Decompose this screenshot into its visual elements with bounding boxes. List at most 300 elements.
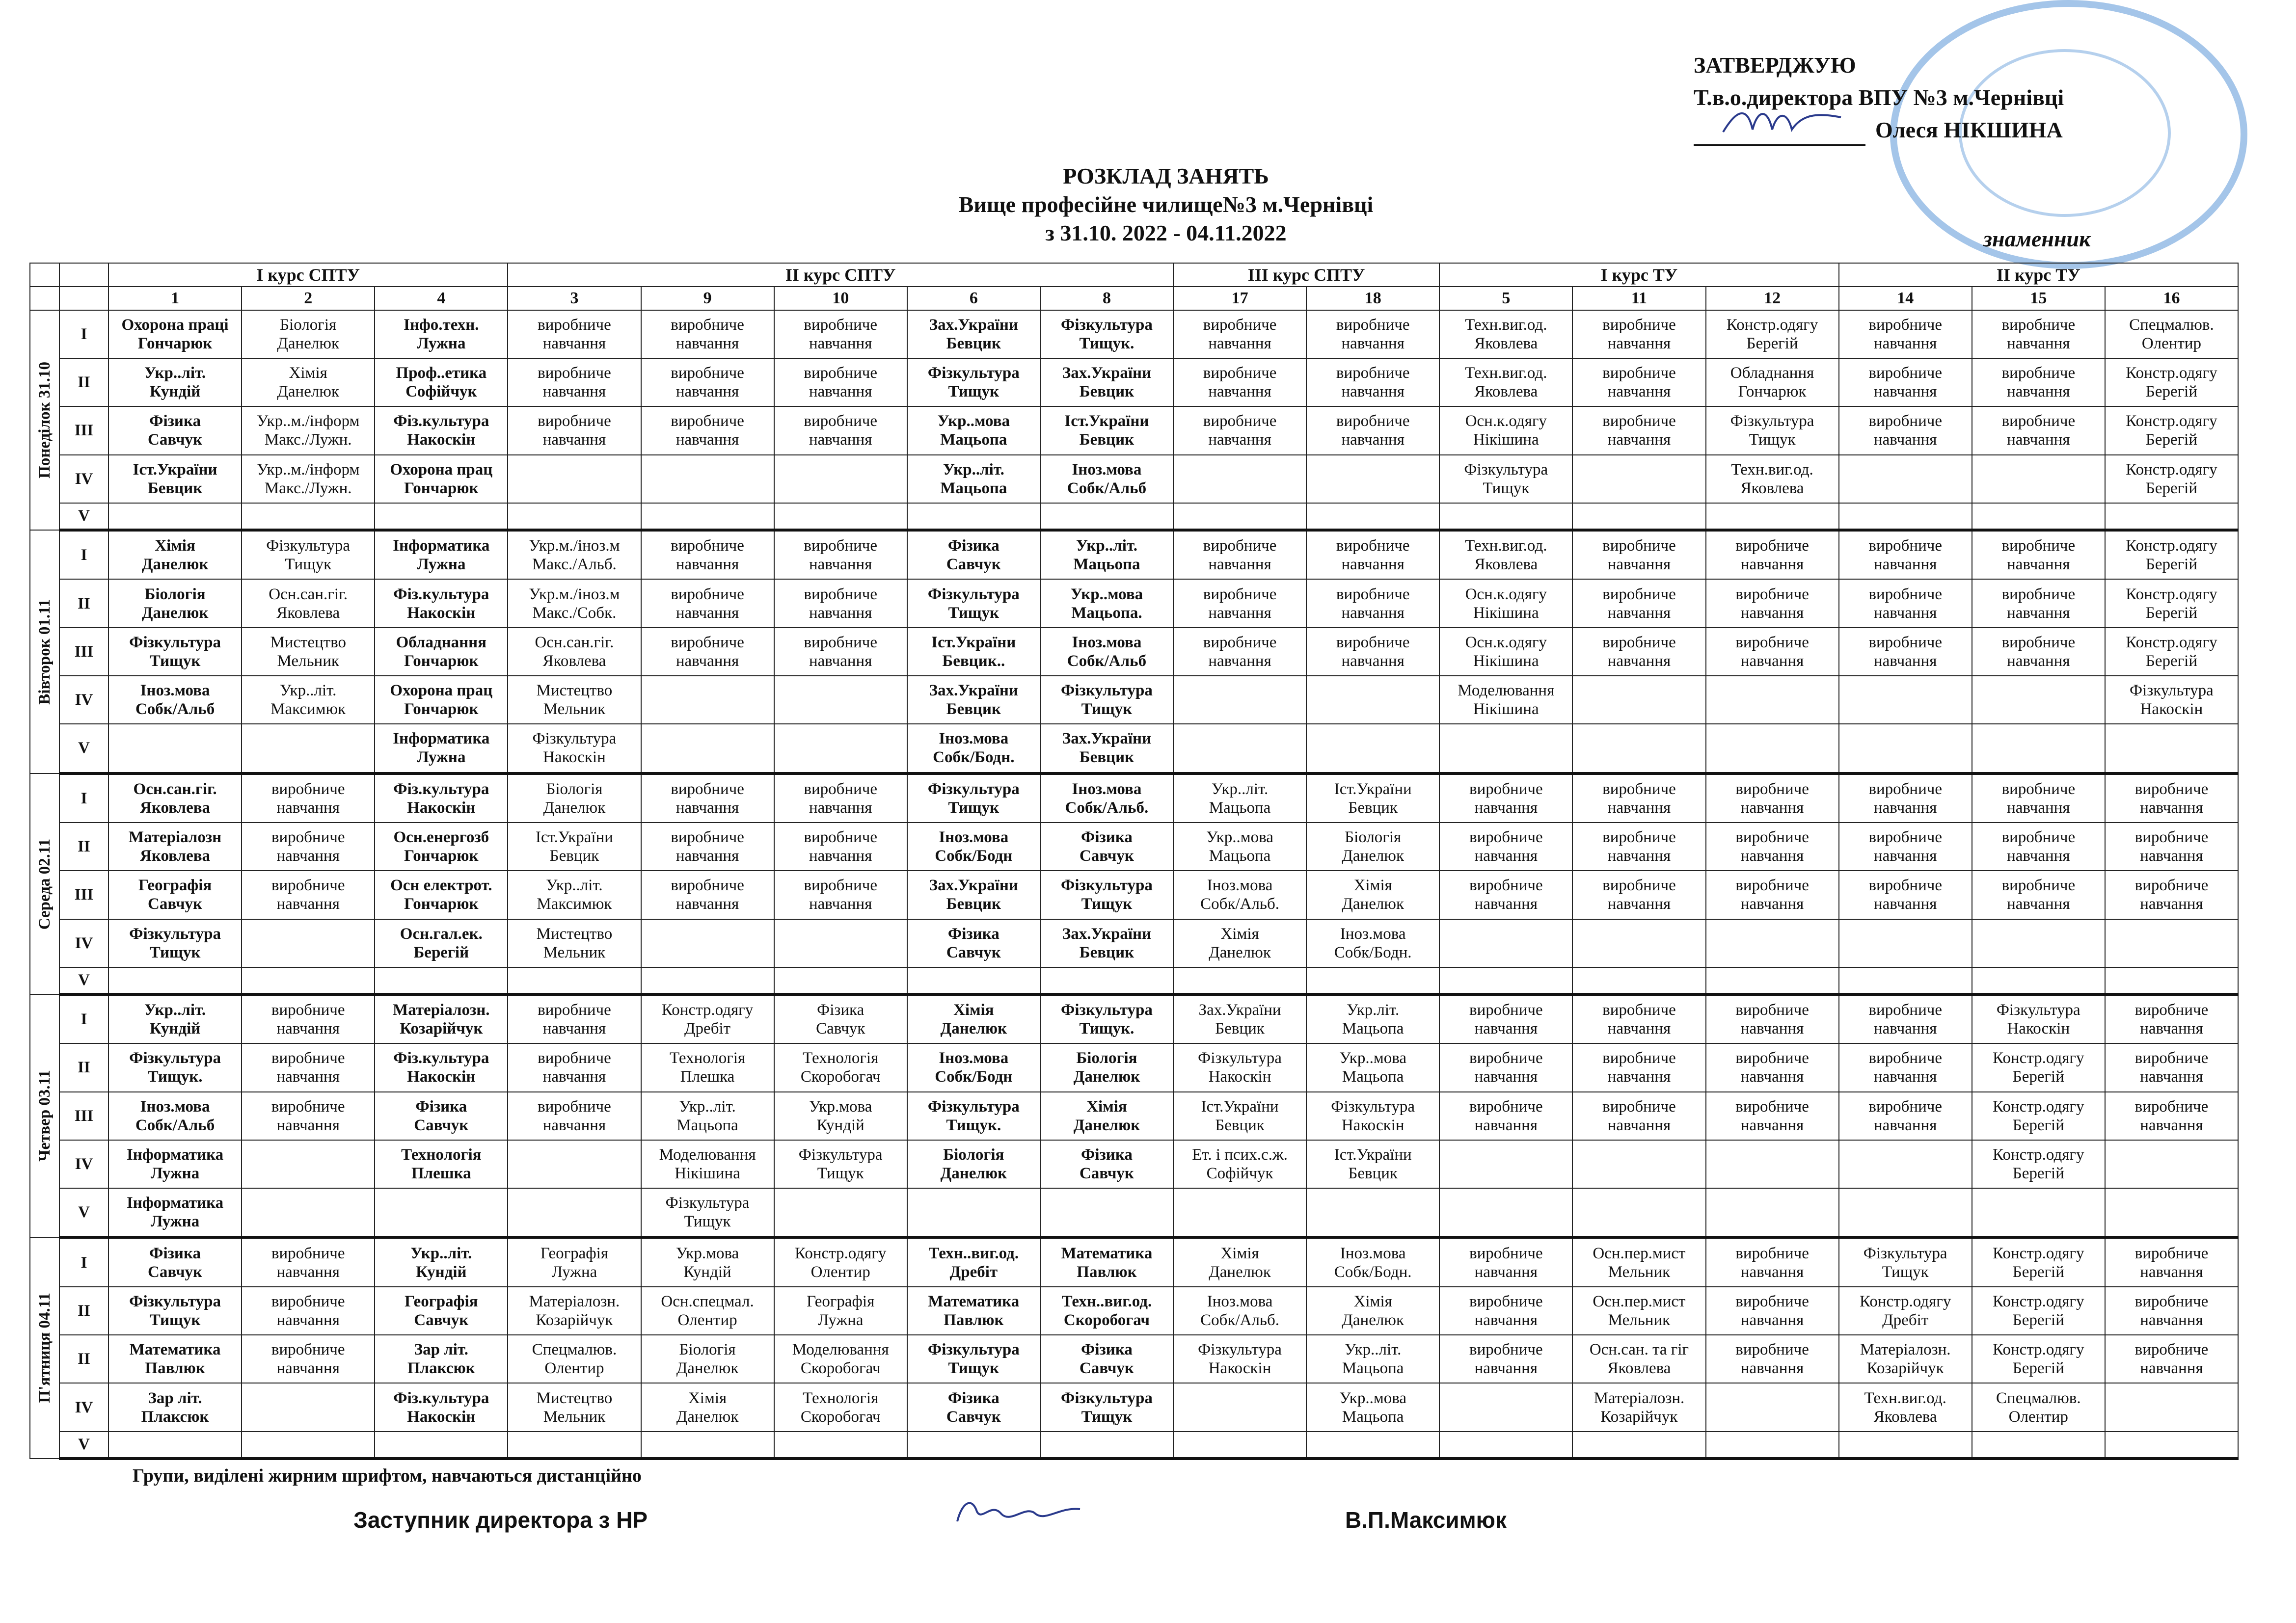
lesson-cell	[508, 1140, 641, 1188]
lesson-cell: Спецмалюв. Олентир	[2105, 310, 2238, 358]
lesson-cell: Укр..літ. Максимюк	[242, 676, 375, 724]
group-number: 9	[641, 287, 774, 310]
lesson-cell	[907, 1188, 1040, 1238]
lesson-cell: Географія Лужна	[774, 1287, 907, 1335]
lesson-cell: виробниче навчання	[1706, 823, 1839, 871]
lesson-row	[30, 1383, 2238, 1431]
lesson-cell: виробниче навчання	[774, 871, 907, 919]
lesson-cell: виробниче навчання	[1572, 530, 1705, 580]
lesson-cell	[1040, 1432, 1173, 1459]
lesson-cell: Технологія Плешка	[375, 1140, 508, 1188]
lesson-cell	[641, 455, 774, 503]
lesson-cell: Математика Павлюк	[108, 1335, 242, 1383]
lesson-cell	[242, 1432, 375, 1459]
lesson-cell: Укр..літ. Мацьопа	[1173, 773, 1306, 823]
lesson-cell: Фізика Савчук	[1040, 1140, 1173, 1188]
lesson-cell: Фізкультура Тищук	[907, 1335, 1040, 1383]
lesson-cell: виробниче навчання	[1839, 1092, 1972, 1140]
course-header: І курс СПТУ	[108, 263, 508, 287]
lesson-cell: виробниче навчання	[2105, 1335, 2238, 1383]
lesson-cell: Констр.одягу Берегій	[1972, 1043, 2105, 1091]
lesson-cell	[242, 724, 375, 773]
lesson-cell: виробниче навчання	[1972, 871, 2105, 919]
lesson-cell	[1972, 455, 2105, 503]
lesson-cell: Техн..виг.од. Скоробогач	[1040, 1287, 1173, 1335]
lesson-cell: Інформатика Лужна	[108, 1188, 242, 1238]
group-number: 15	[1972, 287, 2105, 310]
lesson-cell: Біологія Данелюк	[1040, 1043, 1173, 1091]
lesson-cell	[508, 503, 641, 530]
lesson-cell	[1839, 503, 1972, 530]
lesson-row	[30, 1092, 2238, 1140]
lesson-cell: Іноз.мова Собк/Альб	[1040, 455, 1173, 503]
lesson-cell: Осн.к.одягу Нікішина	[1439, 406, 1572, 454]
lesson-cell	[108, 503, 242, 530]
lesson-number: II	[59, 579, 108, 627]
lesson-cell: Іст.України Бевцик..	[907, 628, 1040, 676]
lesson-cell	[1572, 676, 1705, 724]
lesson-cell: виробниче навчання	[1572, 310, 1705, 358]
director-signature	[1694, 115, 1865, 146]
lesson-number: IV	[59, 455, 108, 503]
lesson-cell: Укр..мова Мацьопа	[1306, 1043, 1439, 1091]
lesson-cell	[1572, 1140, 1705, 1188]
lesson-cell: Іноз.мова Собк/Альб.	[1040, 773, 1173, 823]
course-header: І курс ТУ	[1439, 263, 1838, 287]
lesson-cell: Мистецтво Мельник	[508, 919, 641, 967]
lesson-cell: виробниче навчання	[1706, 579, 1839, 627]
lesson-cell: виробниче навчання	[1572, 1092, 1705, 1140]
lesson-cell: виробниче навчання	[1706, 1237, 1839, 1287]
lesson-row	[30, 1287, 2238, 1335]
lesson-cell: виробниче навчання	[1439, 823, 1572, 871]
lesson-cell: Фізкультура Тищук	[108, 628, 242, 676]
group-number: 10	[774, 287, 907, 310]
lesson-cell: Фізика Савчук	[907, 530, 1040, 580]
lesson-cell: Фізика Савчук	[907, 1383, 1040, 1431]
lesson-cell: Іст.України Бевцик	[1173, 1092, 1306, 1140]
lesson-cell: Технологія Скоробогач	[774, 1383, 907, 1431]
lesson-cell	[774, 676, 907, 724]
lesson-cell: Зар літ. Плаксюк	[375, 1335, 508, 1383]
lesson-cell	[641, 919, 774, 967]
lesson-cell	[1173, 676, 1306, 724]
lesson-cell	[1706, 1432, 1839, 1459]
lesson-cell: Біологія Данелюк	[242, 310, 375, 358]
lesson-cell: Моделювання Нікішина	[641, 1140, 774, 1188]
lesson-cell: Укр..літ. Мацьопа	[1040, 530, 1173, 580]
lesson-cell: виробниче навчання	[1972, 310, 2105, 358]
lesson-cell: виробниче навчання	[1706, 1335, 1839, 1383]
lesson-cell: виробниче навчання	[1439, 1043, 1572, 1091]
lesson-cell: Фіз.культура Накоскін	[375, 773, 508, 823]
lesson-cell: Осн.сан. та гіг Яковлева	[1572, 1335, 1705, 1383]
title-school: Вище професійне чилище№3 м.Чернівці	[958, 192, 1374, 217]
lesson-number: III	[59, 628, 108, 676]
lesson-cell: виробниче навчання	[641, 310, 774, 358]
lesson-cell: Інформатика Лужна	[108, 1140, 242, 1188]
lesson-cell: виробниче навчання	[508, 358, 641, 406]
lesson-cell	[907, 1432, 1040, 1459]
lesson-cell: Укр..літ. Мацьопа	[641, 1092, 774, 1140]
lesson-cell	[774, 1432, 907, 1459]
lesson-cell: виробниче навчання	[1839, 530, 1972, 580]
lesson-cell: Осн.к.одягу Нікішина	[1439, 628, 1572, 676]
lesson-cell	[1972, 1188, 2105, 1238]
lesson-cell: виробниче навчання	[774, 823, 907, 871]
lesson-cell: Фізкультура Тищук.	[108, 1043, 242, 1091]
lesson-cell: Інфо.техн. Лужна	[375, 310, 508, 358]
lesson-cell	[774, 1188, 907, 1238]
lesson-cell	[641, 967, 774, 994]
lesson-cell: Хімія Данелюк	[641, 1383, 774, 1431]
lesson-cell: виробниче навчання	[1173, 530, 1306, 580]
lesson-cell: Фізкультура Тищук	[907, 358, 1040, 406]
lesson-cell: виробниче навчання	[1572, 628, 1705, 676]
lesson-row	[30, 406, 2238, 454]
lesson-cell: виробниче навчання	[774, 530, 907, 580]
lesson-cell: виробниче навчання	[508, 310, 641, 358]
group-number: 2	[242, 287, 375, 310]
lesson-cell	[1572, 967, 1705, 994]
lesson-cell	[1306, 724, 1439, 773]
course-header-row	[30, 263, 2238, 287]
lesson-cell	[1173, 1188, 1306, 1238]
deputy-name: В.П.Максимюк	[1345, 1507, 1507, 1533]
lesson-cell: Констр.одягу Берегій	[2105, 530, 2238, 580]
lesson-cell: Інформатика Лужна	[375, 724, 508, 773]
corner-cell	[30, 287, 59, 310]
lesson-cell: Фіз.культура Накоскін	[375, 579, 508, 627]
lesson-row	[30, 1043, 2238, 1091]
lesson-cell	[641, 676, 774, 724]
lesson-cell: Фізкультура Тищук	[1839, 1237, 1972, 1287]
lesson-cell: Іноз.мова Собк/Альб	[108, 676, 242, 724]
lesson-row	[30, 310, 2238, 358]
lesson-cell	[1706, 724, 1839, 773]
lesson-cell: виробниче навчання	[641, 628, 774, 676]
lesson-cell: виробниче навчання	[1972, 823, 2105, 871]
lesson-cell: Укр..м./інформ Макс./Лужн.	[242, 455, 375, 503]
lesson-cell	[1706, 503, 1839, 530]
lesson-cell	[375, 1432, 508, 1459]
lesson-cell	[508, 967, 641, 994]
lesson-row	[30, 919, 2238, 967]
lesson-cell: виробниче навчання	[1439, 773, 1572, 823]
lesson-cell: виробниче навчання	[2105, 1043, 2238, 1091]
lesson-cell: Фізика Савчук	[108, 1237, 242, 1287]
lesson-cell: Хімія Данелюк	[1173, 919, 1306, 967]
lesson-cell	[1706, 919, 1839, 967]
lesson-cell: Хімія Данелюк	[1306, 1287, 1439, 1335]
lesson-cell	[1439, 967, 1572, 994]
lesson-row	[30, 628, 2238, 676]
group-number: 4	[375, 287, 508, 310]
lesson-cell: Констр.одягу Берегій	[1972, 1237, 2105, 1287]
lesson-cell	[1572, 455, 1705, 503]
lesson-cell: Укр.мова Кундій	[641, 1237, 774, 1287]
lesson-cell	[1706, 1383, 1839, 1431]
lesson-number: III	[59, 406, 108, 454]
lesson-row	[30, 530, 2238, 580]
lesson-number: V	[59, 503, 108, 530]
lesson-cell: Фіз.культура Накоскін	[375, 406, 508, 454]
lesson-cell: виробниче навчання	[2105, 773, 2238, 823]
lesson-number: V	[59, 724, 108, 773]
lesson-number: IV	[59, 676, 108, 724]
lesson-cell	[1439, 1432, 1572, 1459]
lesson-cell: Осн.сан.гіг. Яковлева	[508, 628, 641, 676]
lesson-cell	[1439, 1140, 1572, 1188]
lesson-cell	[2105, 1188, 2238, 1238]
lesson-cell	[1306, 455, 1439, 503]
lesson-cell	[2105, 967, 2238, 994]
lesson-cell: Укр.мова Кундій	[774, 1092, 907, 1140]
lesson-cell	[508, 1188, 641, 1238]
lesson-cell: виробниче навчання	[2105, 823, 2238, 871]
course-header: ІІІ курс СПТУ	[1173, 263, 1439, 287]
lesson-number: II	[59, 358, 108, 406]
group-number: 11	[1572, 287, 1705, 310]
lesson-cell	[641, 724, 774, 773]
lesson-cell: Географія Лужна	[508, 1237, 641, 1287]
lesson-cell: виробниче навчання	[641, 871, 774, 919]
lesson-cell: Фізкультура Тищук	[774, 1140, 907, 1188]
lesson-cell: Технологія Плешка	[641, 1043, 774, 1091]
lesson-cell	[1839, 1432, 1972, 1459]
lesson-cell: Укр..м./інформ Макс./Лужн.	[242, 406, 375, 454]
lesson-cell: Констр.одягу Берегій	[1972, 1287, 2105, 1335]
lesson-cell: виробниче навчання	[242, 823, 375, 871]
lesson-cell	[1572, 503, 1705, 530]
lesson-cell: Укр.м./іноз.м Макс./Альб.	[508, 530, 641, 580]
lesson-cell: Проф..етика Софійчук	[375, 358, 508, 406]
title-main: РОЗКЛАД ЗАНЯТЬ	[1063, 163, 1269, 188]
lesson-cell	[375, 1188, 508, 1238]
lesson-cell: виробниче навчання	[1572, 871, 1705, 919]
lesson-cell: Хімія Данелюк	[1306, 871, 1439, 919]
lesson-cell	[508, 455, 641, 503]
lesson-cell: виробниче навчання	[242, 1335, 375, 1383]
lesson-cell: Фізкультура Накоскін	[1173, 1043, 1306, 1091]
day-label: Вівторок 01.11	[30, 530, 59, 773]
lesson-cell: виробниче навчання	[1706, 1287, 1839, 1335]
approval-block	[1694, 49, 2258, 146]
lesson-number: III	[59, 871, 108, 919]
lesson-cell: виробниче навчання	[774, 358, 907, 406]
day-label: П'ятниця 04.11	[30, 1237, 59, 1459]
lesson-cell: виробниче навчання	[1972, 358, 2105, 406]
lesson-cell: Зах.України Бевцик	[907, 310, 1040, 358]
lesson-cell: виробниче навчання	[1306, 628, 1439, 676]
group-number-row	[30, 287, 2238, 310]
lesson-cell: Іст.України Бевцик	[1306, 773, 1439, 823]
lesson-cell: Констр.одягу Берегій	[1972, 1092, 2105, 1140]
lesson-cell: Іноз.мова Собк/Бодн.	[1306, 1237, 1439, 1287]
lesson-number: I	[59, 1237, 108, 1287]
lesson-cell: Осн.сан.гіг. Яковлева	[242, 579, 375, 627]
lesson-row	[30, 1140, 2238, 1188]
lesson-cell: Іноз.мова Собк/Альб	[108, 1092, 242, 1140]
lesson-cell: виробниче навчання	[641, 358, 774, 406]
lesson-cell: Фізкультура Накоскін	[1972, 994, 2105, 1044]
lesson-cell: Іноз.мова Собк/Бодн	[907, 1043, 1040, 1091]
lesson-cell: виробниче навчання	[1706, 530, 1839, 580]
lesson-cell	[1972, 1432, 2105, 1459]
lesson-cell: виробниче навчання	[1173, 628, 1306, 676]
lesson-cell: Констр.одягу Берегій	[2105, 455, 2238, 503]
approval-signature-line	[1694, 114, 2258, 146]
lesson-cell: Зах.України Бевцик	[1173, 994, 1306, 1044]
lesson-cell: виробниче навчання	[1306, 406, 1439, 454]
lesson-cell: Біологія Данелюк	[1306, 823, 1439, 871]
lesson-cell	[1173, 503, 1306, 530]
lesson-cell	[1040, 503, 1173, 530]
lesson-cell: Іноз.мова Собк/Альб.	[1173, 871, 1306, 919]
lesson-cell	[1306, 1188, 1439, 1238]
lesson-cell: Біологія Данелюк	[907, 1140, 1040, 1188]
lesson-row	[30, 503, 2238, 530]
lesson-cell: Укр..мова Мацьопа.	[1040, 579, 1173, 627]
lesson-cell: Іноз.мова Собк/Бодн.	[907, 724, 1040, 773]
lesson-cell: виробниче навчання	[242, 1287, 375, 1335]
lesson-row	[30, 994, 2238, 1044]
lesson-cell: виробниче навчання	[774, 628, 907, 676]
group-number: 6	[907, 287, 1040, 310]
lesson-cell: виробниче навчання	[641, 823, 774, 871]
lesson-cell: Охорона прац Гончарюк	[375, 455, 508, 503]
lesson-cell	[1839, 676, 1972, 724]
lesson-cell: Моделювання Скоробогач	[774, 1335, 907, 1383]
lesson-cell: Укр..мова Мацьопа	[1306, 1383, 1439, 1431]
lesson-cell: виробниче навчання	[1839, 823, 1972, 871]
lesson-cell: Охорона праці Гончарюк	[108, 310, 242, 358]
group-number: 14	[1839, 287, 1972, 310]
lesson-cell: виробниче навчання	[1439, 1287, 1572, 1335]
lesson-cell: Фізкультура Накоскін	[2105, 676, 2238, 724]
lesson-cell	[1173, 724, 1306, 773]
lesson-cell	[1439, 919, 1572, 967]
lesson-cell: Фізкультура Тищук.	[1040, 994, 1173, 1044]
lesson-cell: Укр..літ. Кундій	[108, 358, 242, 406]
lesson-cell: виробниче навчання	[508, 1043, 641, 1091]
lesson-cell: Фізкультура Накоскін	[508, 724, 641, 773]
lesson-cell: Математика Павлюк	[907, 1287, 1040, 1335]
lesson-cell: виробниче навчання	[242, 994, 375, 1044]
lesson-cell: Матеріалозн. Козарійчук	[375, 994, 508, 1044]
lesson-row	[30, 1237, 2238, 1287]
lesson-cell: Осн.енергозб Гончарюк	[375, 823, 508, 871]
lesson-cell: виробниче навчання	[242, 1043, 375, 1091]
lesson-number: II	[59, 823, 108, 871]
lesson-cell: виробниче навчання	[1572, 1043, 1705, 1091]
lesson-cell: виробниче навчання	[508, 406, 641, 454]
lesson-cell: Констр.одягу Олентир	[774, 1237, 907, 1287]
lesson-cell: виробниче навчання	[1306, 310, 1439, 358]
lesson-cell: Констр.одягу Берегій	[1972, 1140, 2105, 1188]
lesson-cell	[1839, 1188, 1972, 1238]
lesson-cell: виробниче навчання	[1173, 358, 1306, 406]
lesson-cell	[1173, 455, 1306, 503]
lesson-cell	[1439, 503, 1572, 530]
lesson-cell: Хімія Данелюк	[1040, 1092, 1173, 1140]
lesson-cell	[774, 919, 907, 967]
lesson-cell	[1839, 919, 1972, 967]
day-label: Понеділок 31.10	[30, 310, 59, 530]
lesson-cell: виробниче навчання	[1439, 1237, 1572, 1287]
lesson-row	[30, 871, 2238, 919]
lesson-cell: Укр..літ. Максимюк	[508, 871, 641, 919]
lesson-cell: виробниче навчання	[1439, 1335, 1572, 1383]
lesson-cell: виробниче навчання	[1839, 628, 1972, 676]
lesson-cell: Осн.пер.мист Мельник	[1572, 1237, 1705, 1287]
lesson-cell	[1306, 503, 1439, 530]
lesson-cell: Хімія Данелюк	[907, 994, 1040, 1044]
lesson-cell: виробниче навчання	[1572, 406, 1705, 454]
lesson-cell: виробниче навчання	[2105, 1092, 2238, 1140]
lesson-cell: Хімія Данелюк	[108, 530, 242, 580]
lesson-cell: виробниче навчання	[1572, 579, 1705, 627]
lesson-cell: виробниче навчання	[1706, 773, 1839, 823]
lesson-cell: виробниче навчання	[1839, 310, 1972, 358]
lesson-number: I	[59, 310, 108, 358]
lesson-cell	[2105, 1140, 2238, 1188]
schedule-table	[29, 263, 2239, 1460]
lesson-cell: виробниче навчання	[1972, 530, 2105, 580]
lesson-number: I	[59, 994, 108, 1044]
lesson-number: II	[59, 1287, 108, 1335]
lesson-cell: Фіз.культура Накоскін	[375, 1043, 508, 1091]
lesson-cell	[1972, 967, 2105, 994]
lesson-cell: Іноз.мова Собк/Альб	[1040, 628, 1173, 676]
lesson-cell: Фізкультура Тищук	[1706, 406, 1839, 454]
lesson-cell: виробниче навчання	[1572, 994, 1705, 1044]
lesson-cell	[1839, 724, 1972, 773]
lesson-cell: виробниче навчання	[1839, 773, 1972, 823]
lesson-cell	[1040, 1188, 1173, 1238]
lesson-cell: Фізкультура Накоскін	[1173, 1335, 1306, 1383]
lesson-cell	[1706, 967, 1839, 994]
group-number: 5	[1439, 287, 1572, 310]
lesson-cell: виробниче навчання	[242, 1237, 375, 1287]
lesson-cell	[1439, 724, 1572, 773]
lesson-cell	[2105, 1383, 2238, 1431]
lesson-cell	[1572, 724, 1705, 773]
course-header: ІІ курс СПТУ	[508, 263, 1173, 287]
lesson-cell: виробниче навчання	[1306, 530, 1439, 580]
lesson-cell	[508, 1432, 641, 1459]
lesson-cell: виробниче навчання	[2105, 871, 2238, 919]
day-label: Середа 02.11	[30, 773, 59, 994]
lesson-cell: Констр.одягу Берегій	[1972, 1335, 2105, 1383]
lesson-cell: Укр.м./іноз.м Макс./Собк.	[508, 579, 641, 627]
lesson-cell: Фізика Савчук	[1040, 1335, 1173, 1383]
lesson-cell: Біологія Данелюк	[508, 773, 641, 823]
lesson-cell: виробниче навчання	[242, 871, 375, 919]
course-header: ІІ курс ТУ	[1839, 263, 2238, 287]
deputy-title: Заступник директора з НР	[353, 1507, 648, 1533]
lesson-cell: виробниче навчання	[1306, 579, 1439, 627]
lesson-cell: Географія Савчук	[375, 1287, 508, 1335]
lesson-cell: Фізкультура Тищук	[108, 1287, 242, 1335]
lesson-cell: виробниче навчання	[242, 773, 375, 823]
lesson-cell: Обладнання Гончарюк	[375, 628, 508, 676]
lesson-cell	[1040, 967, 1173, 994]
lesson-cell	[641, 503, 774, 530]
lesson-cell: Техн.виг.од. Яковлева	[1439, 358, 1572, 406]
lesson-cell: Фіз.культура Накоскін	[375, 1383, 508, 1431]
lesson-cell: Математика Павлюк	[1040, 1237, 1173, 1287]
